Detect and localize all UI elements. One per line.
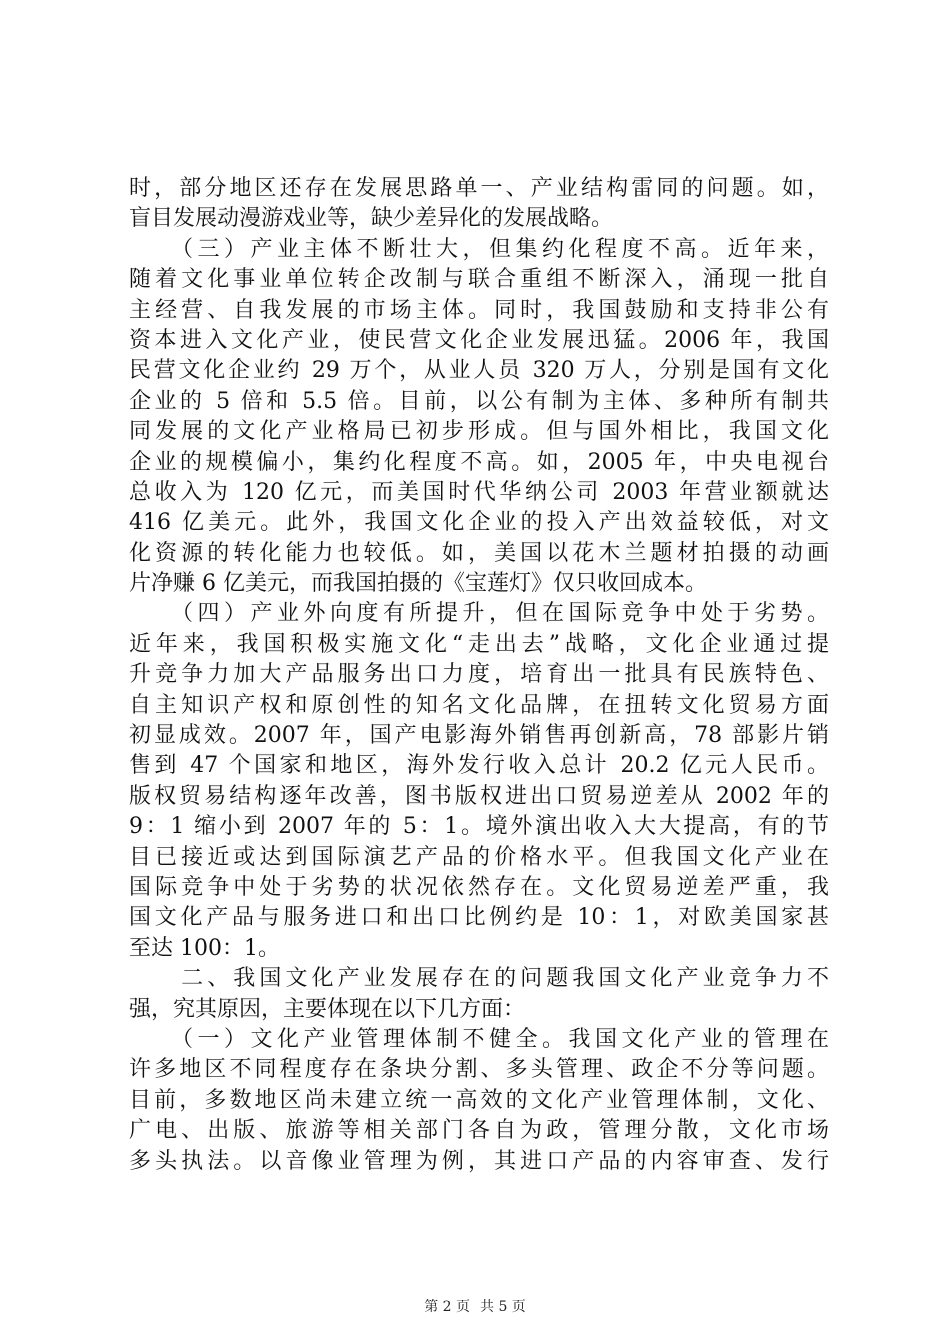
text-line: 升竞争力加大产品服务出口力度，培育出一批具有民族特色、 — [129, 662, 829, 688]
text-line: 目已接近或达到国际演艺产品的价格水平。但我国文化产业在 — [129, 844, 829, 870]
text-line: 自主知识产权和原创性的知名文化品牌，在扭转文化贸易方面 — [129, 692, 829, 718]
text-line: （三）产业主体不断壮大，但集约化程度不高。近年来， — [129, 236, 829, 262]
text-line: 初显成效。2007 年，国产电影海外销售再创新高，78 部影片销 — [129, 723, 829, 749]
body-text — [129, 174, 829, 1177]
text-line: 国际竞争中处于劣势的状况依然存在。文化贸易逆差严重，我 — [129, 874, 829, 900]
text-line: 强，究其原因，主要体现在以下几方面： — [129, 996, 526, 1022]
text-line: 民营文化企业约 29 万个，从业人员 320 万人，分别是国有文化 — [129, 358, 829, 384]
text-line: 许多地区不同程度存在条块分割、多头管理、政企不分等问题。 — [129, 1057, 829, 1083]
text-line: 片净赚 6 亿美元，而我国拍摄的《宝莲灯》仅只收回成本。 — [129, 571, 707, 597]
text-line: （四）产业外向度有所提升，但在国际竞争中处于劣势。 — [129, 601, 829, 627]
text-line: 416 亿美元。此外，我国文化企业的投入产出效益较低，对文 — [129, 510, 829, 536]
text-line: 随着文化事业单位转企改制与联合重组不断深入，涌现一批自 — [129, 267, 829, 293]
text-line: 售到 47 个国家和地区，海外发行收入总计 20.2 亿元人民币。 — [129, 753, 829, 779]
page-total: 共 5 页 — [480, 1299, 526, 1315]
page-number: 第 2 页 — [424, 1299, 470, 1315]
page-footer — [0, 1296, 950, 1316]
text-line: 至达 100：1。 — [129, 935, 280, 961]
text-line: 化资源的转化能力也较低。如，美国以花木兰题材拍摄的动画 — [129, 540, 829, 566]
text-line: 目前，多数地区尚未建立统一高效的文化产业管理体制，文化、 — [129, 1087, 829, 1113]
text-line: 多头执法。以音像业管理为例，其进口产品的内容审查、发行 — [129, 1148, 829, 1174]
text-line: 盲目发展动漫游戏业等，缺少差异化的发展战略。 — [129, 206, 614, 232]
text-line: 企业的 5 倍和 5.5 倍。目前，以公有制为主体、多种所有制共 — [129, 388, 829, 414]
text-line: 国文化产品与服务进口和出口比例约是 10：1，对欧美国家甚 — [129, 905, 829, 931]
text-line: 版权贸易结构逐年改善，图书版权进出口贸易逆差从 2002 年的 — [129, 783, 829, 809]
text-line: 企业的规模偏小，集约化程度不高。如，2005 年，中央电视台 — [129, 449, 829, 475]
text-line: 广电、出版、旅游等相关部门各自为政，管理分散，文化市场 — [129, 1118, 829, 1144]
text-line: 时，部分地区还存在发展思路单一、产业结构雷同的问题。如， — [129, 176, 829, 201]
text-line: 二、我国文化产业发展存在的问题我国文化产业竞争力不 — [129, 966, 829, 992]
text-line: 主经营、自我发展的市场主体。同时，我国鼓励和支持非公有 — [129, 297, 829, 323]
text-line: 同发展的文化产业格局已初步形成。但与国外相比，我国文化 — [129, 419, 829, 445]
text-line: 9：1 缩小到 2007 年的 5：1。境外演出收入大大提高，有的节 — [129, 814, 829, 840]
text-line: 资本进入文化产业，使民营文化企业发展迅猛。2006 年，我国 — [129, 327, 829, 353]
text-line: 近年来，我国积极实施文化“走出去”战略，文化企业通过提 — [129, 631, 829, 657]
text-line: （一）文化产业管理体制不健全。我国文化产业的管理在 — [129, 1026, 829, 1052]
text-line: 总收入为 120 亿元，而美国时代华纳公司 2003 年营业额就达 — [129, 479, 829, 505]
